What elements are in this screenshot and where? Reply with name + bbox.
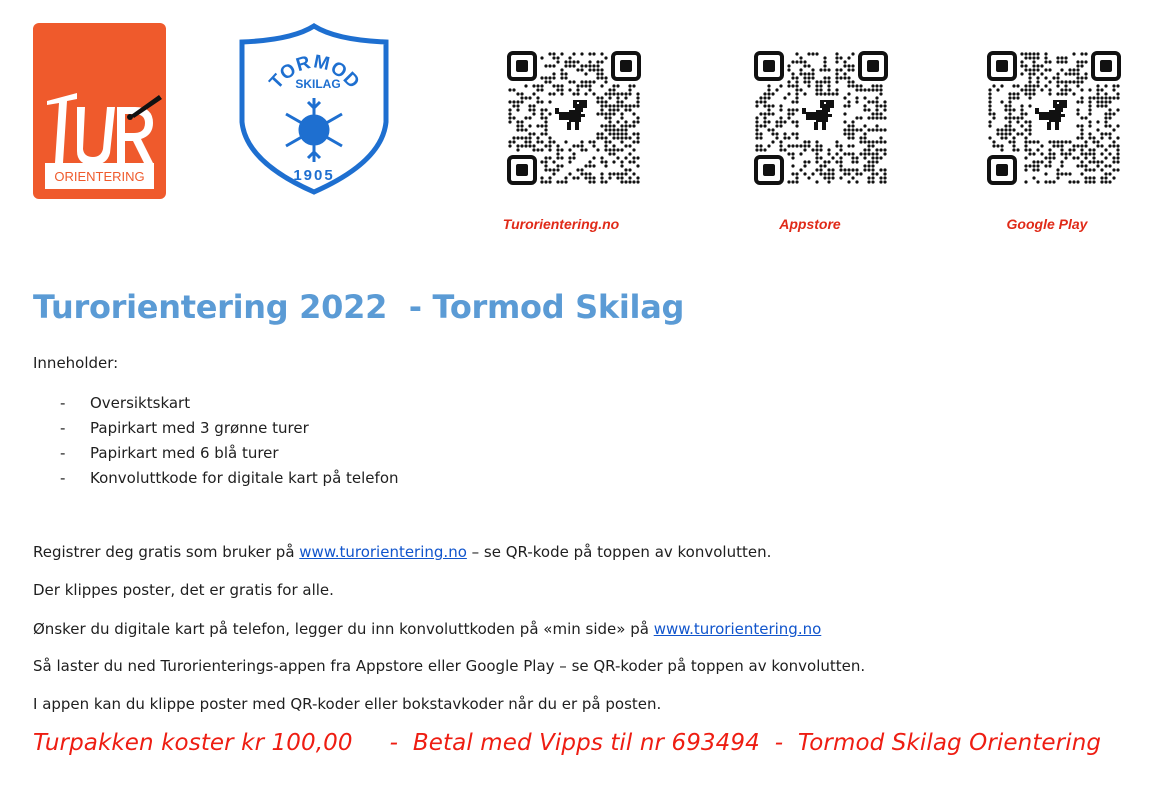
contents-label: Inneholder: <box>33 354 119 372</box>
free-paragraph: Der klippes poster, det er gratis for alle. <box>33 581 334 599</box>
qr-code-dinosaur-icon[interactable] <box>754 50 888 186</box>
digital-text-before: Ønsker du digitale kart på telefon, legger du inn konvoluttkoden på «min side» på <box>33 620 654 638</box>
turorientering-link[interactable]: www.turorientering.no <box>653 620 822 638</box>
list-marker: - <box>60 419 66 437</box>
list-item-text: Oversiktskart <box>90 394 191 412</box>
page-title: Turorientering 2022 - Tormod Skilag <box>33 288 685 326</box>
list-item-text: Papirkart med 6 blå turer <box>90 444 279 462</box>
qr-label-appstore: Appstore <box>779 216 841 232</box>
list-marker: - <box>60 394 66 412</box>
contents-list <box>60 393 399 493</box>
list-item-text: Papirkart med 3 grønne turer <box>90 419 309 437</box>
svg-text:SKILAG: SKILAG <box>295 77 341 91</box>
register-text-before: Registrer deg gratis som bruker på <box>33 543 300 561</box>
svg-text:ORIENTERING: ORIENTERING <box>54 169 145 184</box>
list-item <box>60 418 399 443</box>
price-footer: Turpakken koster kr 100,00 - Betal med Vipps til nr 693494 - Tormod Skilag Orientering <box>33 730 1102 756</box>
list-marker: - <box>60 444 66 462</box>
register-text-after: – se QR-kode på toppen av konvolutten. <box>466 543 772 561</box>
qr-label-google-play: Google Play <box>1006 216 1088 232</box>
svg-text:1905: 1905 <box>293 167 335 184</box>
qr-label-turorientering: Turorientering.no <box>502 216 620 232</box>
qr-code-dinosaur-icon[interactable] <box>987 50 1121 186</box>
list-item <box>60 468 399 493</box>
turorientering-link[interactable]: www.turorientering.no <box>299 543 467 561</box>
tur-orientering-logo <box>33 23 166 199</box>
list-item <box>60 443 399 468</box>
list-item-text: Konvoluttkode for digitale kart på telefon <box>90 469 399 487</box>
qr-code-dinosaur-icon[interactable] <box>507 50 641 186</box>
digital-paragraph <box>33 620 821 638</box>
app-paragraph: Så laster du ned Turorienterings-appen fra Appstore eller Google Play – se QR-koder på toppen av konvolutten. <box>33 657 866 675</box>
tormod-skilag-shield-logo <box>236 22 392 196</box>
list-marker: - <box>60 469 66 487</box>
register-paragraph <box>33 543 771 561</box>
list-item <box>60 393 399 418</box>
punch-paragraph: I appen kan du klippe poster med QR-koder eller bokstavkoder når du er på posten. <box>33 695 662 713</box>
svg-text:TORMOD: TORMOD <box>265 51 364 94</box>
